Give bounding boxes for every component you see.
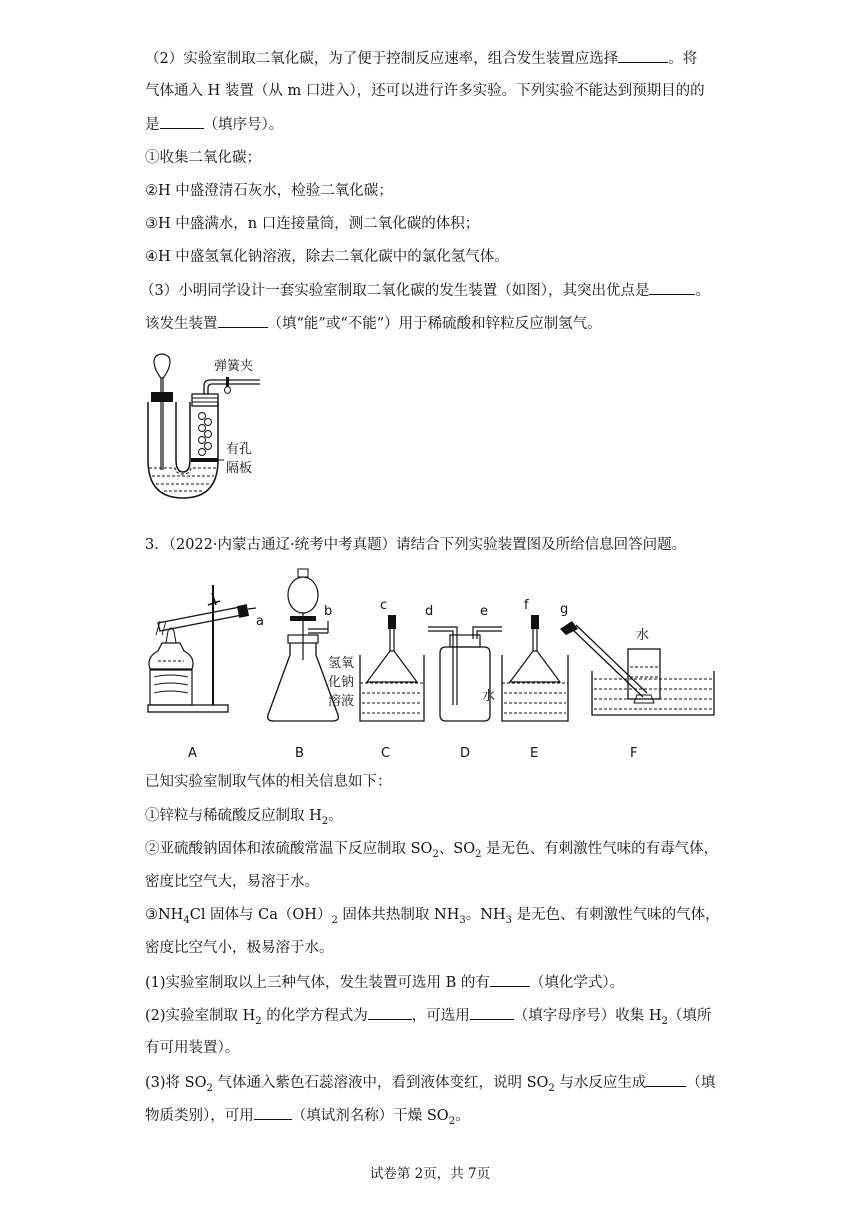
- answer-blank[interactable]: [646, 1072, 686, 1087]
- port-label-f: f: [524, 598, 529, 613]
- apparatus-a: [148, 585, 256, 712]
- answer-blank[interactable]: [649, 280, 695, 295]
- info-3-line1: $③NH_4Cl$ 固体与 $Ca(OH)_2$ 固体共热制取 $NH_3$。$NH_3$ 是无色、有刺激性气味的气体，: [145, 907, 720, 926]
- port-label-d: d: [425, 604, 434, 619]
- apparatus-d: [428, 627, 502, 721]
- q3-part1: (1)实验室制取以上三种气体，发生装置可选用 B 的有 （填化学式）。: [145, 972, 730, 993]
- answer-blank[interactable]: [618, 48, 668, 63]
- apparatus-letter-e: E: [530, 746, 539, 760]
- apparatus-c: [360, 615, 424, 721]
- q3-part2-line2: 有可用装置）。: [145, 1040, 240, 1056]
- fig-label-plate-2: 隔板: [226, 461, 253, 476]
- fig-label-clip: 弹簧夹: [214, 359, 254, 374]
- info-2-line2: 密度比空气大，易溶于水。: [145, 874, 319, 890]
- answer-blank[interactable]: [470, 1005, 514, 1020]
- water-label-f: 水: [636, 628, 650, 643]
- q2-option-1: ①收集二氧化碳；: [145, 150, 261, 166]
- u-tube-apparatus-figure: [140, 350, 310, 505]
- port-label-e: e: [480, 604, 488, 619]
- q2-part2-line1: （2）实验室制取二氧化碳，为了便于控制反应速率，组合发生装置应选择 。将: [145, 48, 730, 69]
- apparatus-letter-b: B: [295, 746, 304, 760]
- answer-blank[interactable]: [368, 1005, 412, 1020]
- info-2-line1: ②亚硫酸钠固体和浓硫酸常温下反应制取 $SO_2$、$SO_2$ 是无色、有刺激性气味的有毒气体，: [145, 841, 719, 860]
- port-label-a: a: [256, 614, 264, 629]
- port-label-g: g: [560, 602, 569, 617]
- q2-part2-line2: 气体通入 H 装置（从 m 口进入），还可以进行许多实验。下列实验不能达到预期目的的: [145, 83, 705, 99]
- water-label-e: 水: [482, 689, 496, 704]
- q2-part3-line2: 该发生装置 （填“能”或“不能”）用于稀硫酸和锌粒反应制氢气。: [145, 313, 730, 334]
- naoh-label-3: 溶液: [328, 694, 355, 709]
- apparatus-letter-f: F: [630, 746, 638, 760]
- q2-part3-line1: （3）小明同学设计一套实验室制取二氧化碳的发生装置（如图），其突出优点是 。: [140, 280, 725, 301]
- fig-label-plate-1: 有孔: [226, 442, 253, 457]
- page-footer: 试卷第 2页，共 7页: [369, 1166, 491, 1182]
- q3-part3-line1: (3)将 $SO_2$ 气体通入紫色石蕊溶液中，看到液体变红，说明 $SO_2$ 与水反应生成 （填: [145, 1072, 730, 1093]
- apparatus-row-figure: [140, 565, 730, 760]
- naoh-label-2: 化钠: [328, 675, 355, 690]
- apparatus-letter-c: C: [381, 746, 391, 760]
- q2-option-4: ④H 中盛氢氧化钠溶液，除去二氧化碳中的氯化氢气体。: [145, 249, 509, 265]
- apparatus-e: [502, 615, 568, 721]
- port-label-c: c: [380, 598, 388, 613]
- port-label-b: b: [324, 604, 333, 619]
- q2-option-2: ②H 中盛澄清石灰水，检验二氧化碳；: [145, 183, 393, 199]
- info-3-line2: 密度比空气小，极易溶于水。: [145, 940, 334, 956]
- q3-part2-line1: (2)实验室制取 $H_2$ 的化学方程式为 ，可选用 （填字母序号）收集 $H_2$（填所: [145, 1005, 730, 1026]
- info-1: ①锌粒与稀硫酸反应制取 $H_2$。: [145, 808, 343, 827]
- apparatus-letter-d: D: [460, 746, 471, 760]
- info-title: 已知实验室制取气体的相关信息如下：: [145, 774, 392, 790]
- q2-option-3: ③H 中盛满水，n 口连接量筒，测二氧化碳的体积；: [145, 216, 480, 232]
- answer-blank[interactable]: [160, 114, 204, 129]
- q2-part2-line3: 是 （填序号）。: [145, 114, 730, 135]
- q3-title: 3．（2022·内蒙古通辽·统考中考真题）请结合下列实验装置图及所给信息回答问题。: [145, 537, 687, 553]
- q3-part3-line2: 物质类别），可用 （填试剂名称）干燥 $SO_2$。: [145, 1105, 730, 1126]
- naoh-label-1: 氢氧: [328, 656, 355, 671]
- answer-blank[interactable]: [254, 1105, 292, 1120]
- apparatus-letter-a: A: [188, 746, 197, 760]
- answer-blank[interactable]: [218, 313, 268, 328]
- answer-blank[interactable]: [490, 972, 530, 987]
